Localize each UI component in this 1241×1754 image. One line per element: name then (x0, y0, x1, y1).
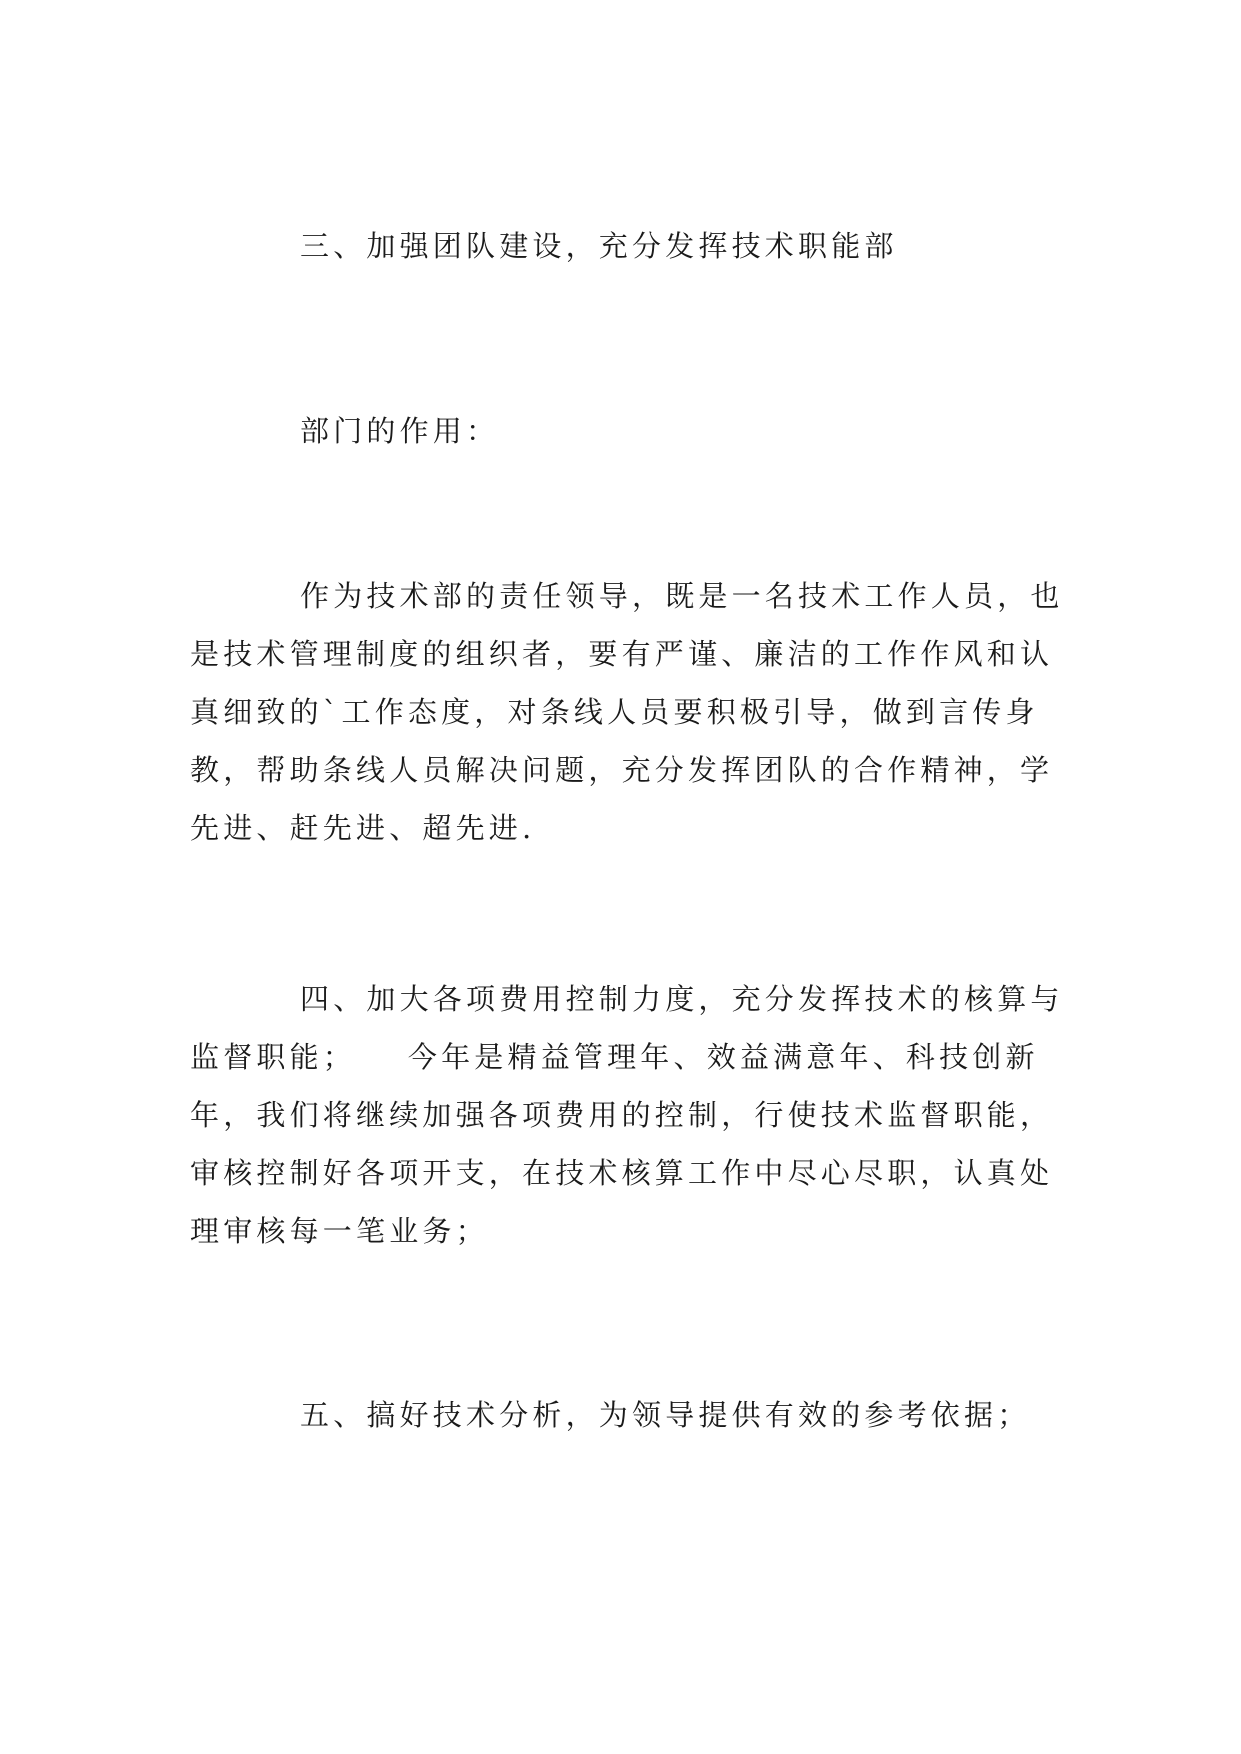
paragraph-line: 审核控制好各项开支，在技术核算工作中尽心尽职，认真处 (190, 1156, 1054, 1190)
paragraph-line: 真细致的`工作态度，对条线人员要积极引导，做到言传身 (190, 695, 1039, 729)
paragraph-line: 作为技术部的责任领导，既是一名技术工作人员，也 (300, 579, 1064, 613)
paragraph-line: 是技术管理制度的组织者，要有严谨、廉洁的工作作风和认 (190, 637, 1054, 671)
section-heading-5 (190, 1386, 1060, 1444)
paragraph-cost-control (190, 970, 1064, 1260)
paragraph-line: 四、加大各项费用控制力度，充分发挥技术的核算与 (300, 982, 1064, 1016)
paragraph-departments-role (190, 402, 1060, 460)
paragraph-line: 先进、赶先进、超先进. (190, 811, 536, 845)
paragraph-line: 教，帮助条线人员解决问题，充分发挥团队的合作精神，学 (190, 753, 1054, 787)
paragraph-line: 年，我们将继续加强各项费用的控制，行使技术监督职能， (190, 1098, 1054, 1132)
paragraph-line: 部门的作用： (300, 414, 500, 448)
section-heading-3 (190, 217, 1060, 275)
paragraph-team-leadership (190, 567, 1064, 857)
paragraph-line: 监督职能； 今年是精益管理年、效益满意年、科技创新 (190, 1040, 1039, 1074)
heading-line: 三、加强团队建设，充分发挥技术职能部 (300, 229, 898, 263)
paragraph-line: 理审核每一笔业务； (190, 1214, 489, 1248)
heading-line: 五、搞好技术分析，为领导提供有效的参考依据； (300, 1398, 1031, 1432)
